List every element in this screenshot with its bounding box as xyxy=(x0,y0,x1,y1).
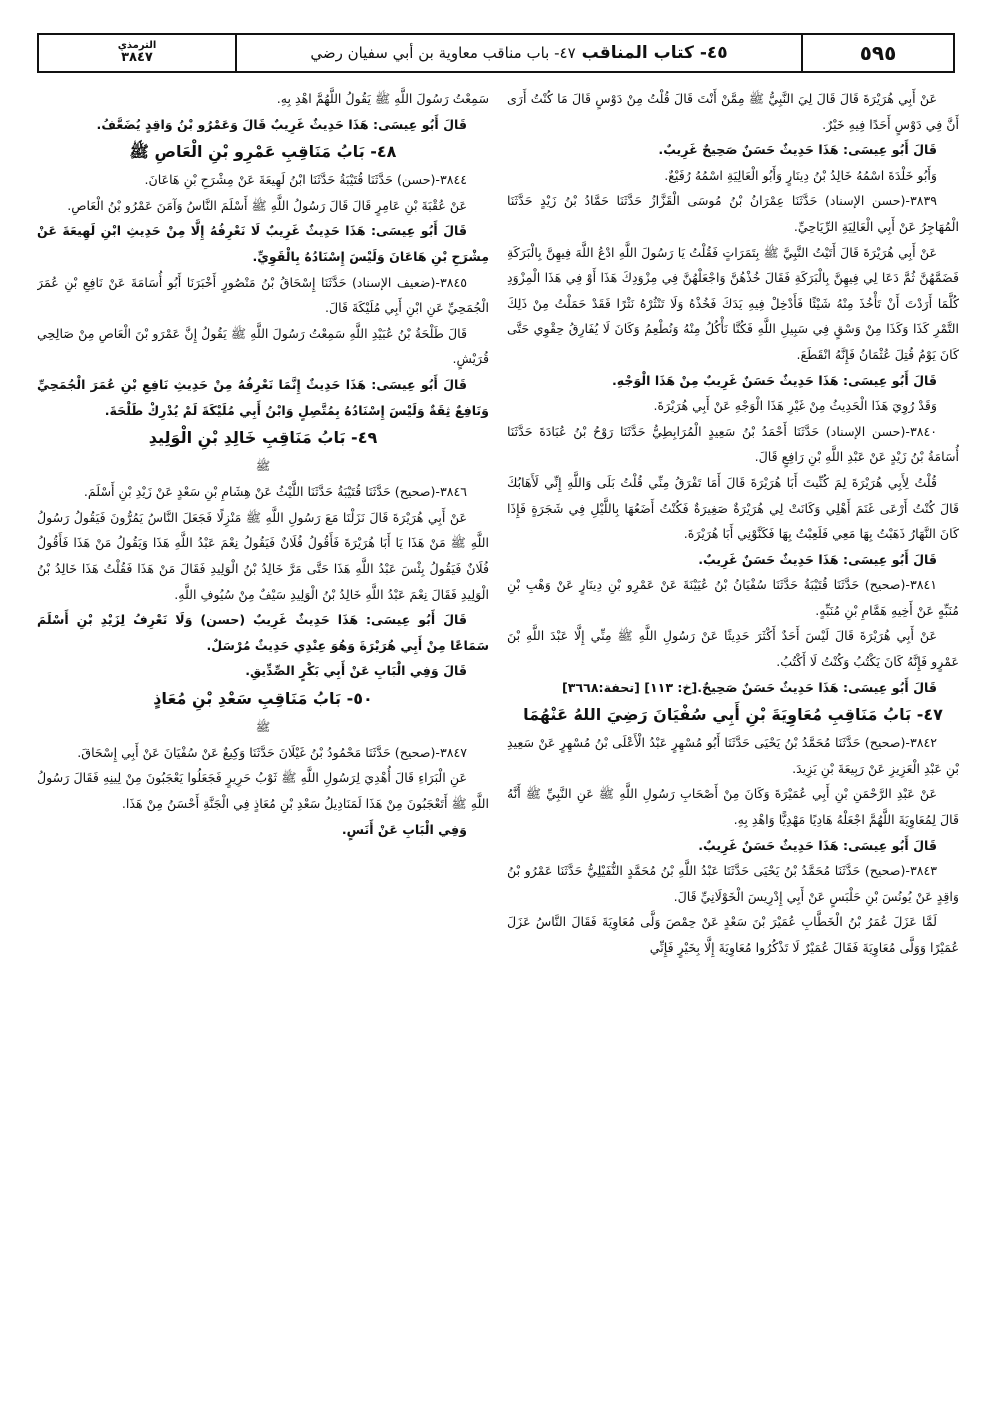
paragraph: عَنْ أَبِي هُرَيْرَةَ قَالَ لَيْسَ أَحَدٌ أَكْثَرَ حَدِيثًا عَنْ رَسُولِ اللَّهِ ﷺ مِنِّي إِلَّا عَبْدَ اللَّهِ بْنَ عَمْرٍو فَإِنَّهُ كَانَ يَكْتُبُ وَكُنْتُ لَا أَكْتُبُ. xyxy=(507,628,959,670)
chapter-heading: ٤٨- بَابُ مَنَاقِبِ عَمْرِو بْنِ الْعَاصِ ﷺ xyxy=(129,142,397,162)
paragraph: ٣٨٤٧-(صحيح) حَدَّثَنَا مَحْمُودُ بْنُ غَيْلَانَ حَدَّثَنَا وَكِيعٌ عَنْ سُفْيَانَ عَنْ أَبِي إِسْحَاقَ. xyxy=(77,744,467,760)
left-column xyxy=(37,86,489,1376)
paragraph: ٣٨٤٤-(حسن) حَدَّثَنَا قُتَيْبَةُ حَدَّثَنَا ابْنُ لَهِيعَةَ عَنْ مِشْرَحِ بْنِ هَاعَانَ. xyxy=(144,172,467,188)
page-number: ٥٩٥ xyxy=(859,41,897,65)
paragraph: عَنِ الْبَرَاءِ قَالَ أُهْدِيَ لِرَسُولِ اللَّهِ ﷺ ثَوْبُ حَرِيرٍ فَجَعَلُوا يَعْجَبُونَ مِنْ لِينِهِ فَقَالَ رَسُولُ اللَّهِ ﷺ أَتَعْجَبُونَ مِنْ هَذَا لَمَنَادِيلُ سَعْدِ بْنِ مُعَاذٍ فِي الْجَنَّةِ أَحْسَنُ مِنْ هَذَا. xyxy=(37,770,489,812)
abu-isa-comment: قَالَ أَبُو عِيسَى: هَذَا حَدِيثٌ غَرِيبٌ قَالَ وَعَمْرُو بْنُ وَاقِدٍ يُضَعَّفُ. xyxy=(96,116,467,132)
hadith-range: ٣٨٤٧ xyxy=(121,50,153,66)
paragraph: ٣٨٤٠-(حسن الإسناد) حَدَّثَنَا أَحْمَدُ بْنُ سَعِيدٍ الْمُرَابِطِيُّ حَدَّثَنَا رَوْحُ بْنُ عُبَادَةَ حَدَّثَنَا أُسَامَةُ بْنُ زَيْدٍ عَنْ عَبْدِ اللَّهِ بْنِ رَافِعٍ قَالَ. xyxy=(507,423,959,465)
abu-isa-comment: قَالَ أَبُو عِيسَى: هَذَا حَدِيثٌ حَسَنٌ غَرِيبٌ. xyxy=(698,551,937,567)
abu-isa-comment: قَالَ أَبُو عِيسَى: هَذَا حَدِيثٌ حَسَنٌ صَحِيحٌ.[خ: ١١٣] [تحفة:٣٦٦٨] xyxy=(562,679,937,695)
paragraph: ٣٨٤٣-(صحيح) حَدَّثَنَا مُحَمَّدُ بْنُ يَحْيَى حَدَّثَنَا عَبْدُ اللَّهِ بْنُ مُحَمَّدٍ النُّفَيْلِيُّ حَدَّثَنَا عَمْرُو بْنُ وَاقِدٍ عَنْ يُونُسَ بْنِ حَلْبَسٍ عَنْ أَبِي إِدْرِيسَ الْخَوْلَانِيِّ قَالَ. xyxy=(507,863,959,904)
source-name: الترمذي xyxy=(117,39,157,51)
chapter-ref: ٤٧- باب مناقب معاوية بن أبي سفيان رضي xyxy=(310,44,576,62)
abu-isa-comment: قَالَ وَفِي الْبَابِ عَنْ أَبِي بَكْرٍ الصِّدِّيقِ. xyxy=(245,663,467,679)
chapter-heading: ٤٧- بَابُ مَنَاقِبِ مُعَاوِيَةَ بْنِ أَبِي سُفْيَانَ رَضِيَ اللهُ عَنْهُمَا xyxy=(523,705,943,725)
paragraph: قَالَ طَلْحَةُ بْنُ عُبَيْدِ اللَّهِ سَمِعْتُ رَسُولَ اللَّهِ ﷺ يَقُولُ إِنَّ عَمْرَو بْنَ الْعَاصِ مِنْ صَالِحِي قُرَيْشٍ. xyxy=(37,325,489,367)
abu-isa-comment: قَالَ أَبُو عِيسَى: هَذَا حَدِيثٌ غَرِيبٌ لَا نَعْرِفُهُ إِلَّا مِنْ حَدِيثِ ابْنِ لَهِيعَةَ عَنْ مِشْرَحِ بْنِ هَاعَانَ وَلَيْسَ إِسْنَادُهُ بِالْقَوِيِّ. xyxy=(37,223,489,264)
abu-isa-comment: قَالَ أَبُو عِيسَى: هَذَا حَدِيثٌ غَرِيبٌ (حسن) وَلَا نَعْرِفُ لِزَيْدِ بْنِ أَسْلَمَ سَمَاعًا مِنْ أَبِي هُرَيْرَةَ وَهُوَ عِنْدِي حَدِيثٌ مُرْسَلٌ. xyxy=(37,612,489,653)
header-source-ref xyxy=(39,35,237,71)
paragraph: عَنْ عُقْبَةَ بْنِ عَامِرٍ قَالَ قَالَ رَسُولُ اللَّهِ ﷺ أَسْلَمَ النَّاسُ وَآمَنَ عَمْرُو بْنُ الْعَاصِ. xyxy=(67,197,467,213)
chapter-heading: ٤٩- بَابُ مَنَاقِبِ خَالِدِ بْنِ الْوَلِيدِ xyxy=(148,428,378,448)
paragraph: ٣٨٤٥-(ضعيف الإسناد) حَدَّثَنَا إِسْحَاقُ بْنُ مَنْصُورٍ أَخْبَرَنَا أَبُو أُسَامَةَ عَنْ نَافِعِ بْنِ عُمَرَ الْجُمَحِيِّ عَنِ ابْنِ أَبِي مُلَيْكَةَ قَالَ. xyxy=(37,274,489,316)
paragraph: ٣٨٣٩-(حسن الإسناد) حَدَّثَنَا عِمْرَانُ بْنُ مُوسَى الْقَزَّازُ حَدَّثَنَا حَمَّادُ بْنُ زَيْدٍ حَدَّثَنَا الْمُهَاجِرُ عَنْ أَبِي الْعَالِيَةِ الرِّيَاحِيِّ. xyxy=(507,193,959,234)
honorific-ornament: ﷺ xyxy=(255,459,271,474)
abu-isa-comment: قَالَ أَبُو عِيسَى: هَذَا حَدِيثٌ حَسَنٌ غَرِيبٌ. xyxy=(698,837,937,853)
paragraph: ٣٨٤٦-(صحيح) حَدَّثَنَا قُتَيْبَةُ حَدَّثَنَا اللَّيْثُ عَنْ هِشَامِ بْنِ سَعْدٍ عَنْ زَيْدِ بْنِ أَسْلَمَ. xyxy=(83,484,467,500)
abu-isa-comment: قَالَ أَبُو عِيسَى: هَذَا حَدِيثٌ حَسَنٌ صَحِيحٌ غَرِيبٌ. xyxy=(658,142,937,158)
page-header xyxy=(37,33,955,73)
chapter-heading: ٥٠- بَابُ مَنَاقِبِ سَعْدِ بْنِ مُعَاذٍ xyxy=(153,688,373,708)
abu-isa-comment: قَالَ أَبُو عِيسَى: هَذَا حَدِيثٌ حَسَنٌ غَرِيبٌ مِنْ هَذَا الْوَجْهِ. xyxy=(612,372,937,388)
abu-isa-comment: وَفِي الْبَابِ عَنْ أَنَسٍ. xyxy=(341,821,467,837)
paragraph: ٣٨٤١-(صحيح) حَدَّثَنَا قُتَيْبَةُ حَدَّثَنَا سُفْيَانُ بْنُ عُيَيْنَةَ عَنْ عَمْرِو بْنِ دِينَارٍ عَنْ وَهْبِ بْنِ مُنَبِّهٍ عَنْ أَخِيهِ هَمَّامِ بْنِ مُنَبِّهٍ. xyxy=(507,577,959,618)
paragraph: عَنْ عَبْدِ الرَّحْمَنِ بْنِ أَبِي عُمَيْرَةَ وَكَانَ مِنْ أَصْحَابِ رَسُولِ اللَّهِ ﷺ عَنِ النَّبِيِّ ﷺ أَنَّهُ قَالَ لِمُعَاوِيَةَ اللَّهُمَّ اجْعَلْهُ هَادِيًا مَهْدِيًّا وَاهْدِ بِهِ. xyxy=(507,786,959,828)
paragraph: عَنْ أَبِي هُرَيْرَةَ قَالَ قَالَ لِيَ النَّبِيُّ ﷺ مِمَّنْ أَنْتَ قَالَ قُلْتُ مِنْ دَوْسٍ قَالَ مَا كُنْتُ أَرَى أَنَّ فِي دَوْسٍ أَحَدًا فِيهِ خَيْرٌ. xyxy=(507,91,959,132)
abu-isa-comment: قَالَ أَبُو عِيسَى: هَذَا حَدِيثٌ إِنَّمَا نَعْرِفُهُ مِنْ حَدِيثِ نَافِعِ بْنِ عُمَرَ الْجُمَحِيِّ وَنَافِعٌ ثِقَةٌ وَلَيْسَ إِسْنَادُهُ بِمُتَّصِلٍ وَابْنُ أَبِي مُلَيْكَةَ لَمْ يُدْرِكْ طَلْحَةَ. xyxy=(37,376,489,418)
paragraph: عَنْ أَبِي هُرَيْرَةَ قَالَ نَزَلْنَا مَعَ رَسُولِ اللَّهِ ﷺ مَنْزِلًا فَجَعَلَ النَّاسُ يَمُرُّونَ فَيَقُولُ رَسُولُ اللَّهِ ﷺ مَنْ هَذَا يَا أَبَا هُرَيْرَةَ فَأَقُولُ فُلَانٌ فَيَقُولُ نِعْمَ عَبْدُ اللَّهِ هَذَا وَيَقُولُ مَنْ هَذَا فَأَقُولُ فُلَانٌ فَيَقُولُ بِئْسَ عَبْدُ اللَّهِ هَذَا حَتَّى مَرَّ خَالِدُ بْنُ الْوَلِيدِ فَقَالَ مَنْ هَذَا فَقُلْتُ هَذَا خَالِدُ بْنُ الْوَلِيدِ فَقَالَ نِعْمَ عَبْدُ اللَّهِ خَالِدُ بْنُ الْوَلِيدِ سَيْفٌ مِنْ سُيُوفِ اللَّهِ. xyxy=(37,509,489,602)
header-title xyxy=(237,35,803,71)
right-column xyxy=(507,86,959,1376)
paragraph: لَمَّا عَزَلَ عُمَرُ بْنُ الْخَطَّابِ عُمَيْرَ بْنَ سَعْدٍ عَنْ حِمْصَ وَلَّى مُعَاوِيَةَ فَقَالَ النَّاسُ عَزَلَ عُمَيْرًا وَوَلَّى مُعَاوِيَةَ فَقَالَ عُمَيْرٌ لَا تَذْكُرُوا مُعَاوِيَةَ إِلَّا بِخَيْرٍ فَإِنِّي xyxy=(507,914,959,955)
paragraph: ٣٨٤٢-(صحيح) حَدَّثَنَا مُحَمَّدُ بْنُ يَحْيَى حَدَّثَنَا أَبُو مُسْهِرٍ عَبْدُ الْأَعْلَى بْنُ مُسْهِرٍ عَنْ سَعِيدِ بْنِ عَبْدِ الْعَزِيزِ عَنْ رَبِيعَةَ بْنِ يَزِيدَ. xyxy=(507,735,959,776)
paragraph: قُلْتُ لِأَبِي هُرَيْرَةَ لِمَ كُنِّيتَ أَبَا هُرَيْرَةَ قَالَ أَمَا تَفْرَقُ مِنِّي قُلْتُ بَلَى وَاللَّهِ إِنِّي لَأَهَابُكَ قَالَ كُنْتُ أَرْعَى غَنَمَ أَهْلِي وَكَانَتْ لِي هُرَيْرَةٌ صَغِيرَةٌ فَكُنْتُ أَضَعُهَا بِاللَّيْلِ فِي شَجَرَةٍ فَإِذَا كَانَ النَّهَارُ ذَهَبْتُ بِهَا مَعِي فَلَعِبْتُ بِهَا فَكَنَّوْنِي أَبَا هُرَيْرَةَ. xyxy=(507,474,959,542)
paragraph: سَمِعْتُ رَسُولَ اللَّهِ ﷺ يَقُولُ اللَّهُمَّ اهْدِ بِهِ. xyxy=(276,91,489,106)
honorific-ornament: ﷺ xyxy=(255,719,271,734)
paragraph: عَنْ أَبِي هُرَيْرَةَ قَالَ أَتَيْتُ النَّبِيَّ ﷺ بِتَمَرَاتٍ فَقُلْتُ يَا رَسُولَ اللَّهِ ادْعُ اللَّهَ فِيهِنَّ بِالْبَرَكَةِ فَضَمَّهُنَّ ثُمَّ دَعَا لِي فِيهِنَّ بِالْبَرَكَةِ فَقَالَ خُذْهُنَّ وَاجْعَلْهُنَّ فِي مِزْوَدِكَ هَذَا أَوْ فِي هَذَا الْمِزْوَدِ كُلَّمَا أَرَدْتَ أَنْ تَأْخُذَ مِنْهُ شَيْئًا فَأَدْخِلْ فِيهِ يَدَكَ فَخُذْهُ وَلَا تَنْثُرْهُ نَثْرًا فَقَدْ حَمَلْتُ مِنْ ذَلِكَ التَّمْرِ كَذَا وَكَذَا مِنْ وَسْقٍ فِي سَبِيلِ اللَّهِ فَكُنَّا نَأْكُلُ مِنْهُ وَنُطْعِمُ وَكَانَ لَا يُفَارِقُ حِقْوِي حَتَّى كَانَ يَوْمُ قُتِلَ عُثْمَانُ فَإِنَّهُ انْقَطَعَ. xyxy=(507,244,959,362)
paragraph: وَأَبُو خَلْدَةَ اسْمُهُ خَالِدُ بْنُ دِينَارٍ وَأَبُو الْعَالِيَةِ اسْمُهُ رُفَيْعٌ. xyxy=(664,167,937,183)
paragraph: وَقَدْ رُوِيَ هَذَا الْحَدِيثُ مِنْ غَيْرِ هَذَا الْوَجْهِ عَنْ أَبِي هُرَيْرَةَ. xyxy=(653,398,937,414)
book-title: ٤٥- كتاب المناقب xyxy=(581,43,728,63)
